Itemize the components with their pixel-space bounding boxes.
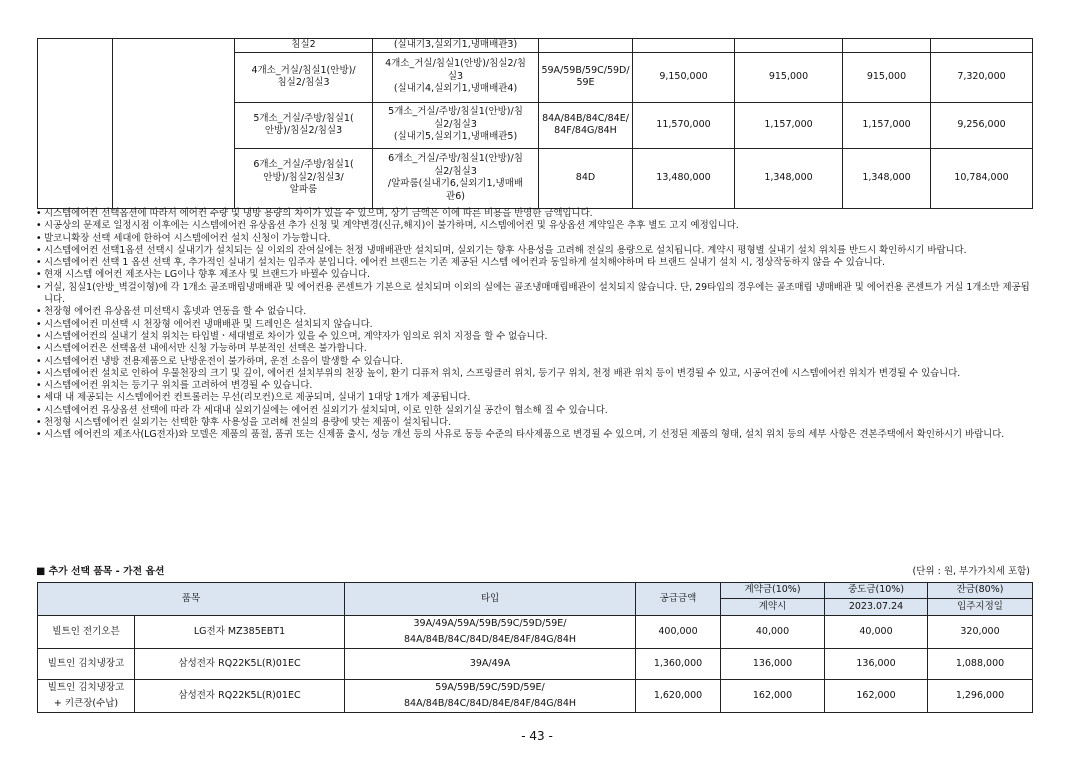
price-cell bbox=[633, 39, 735, 53]
contract-cell: 162,000 bbox=[721, 680, 825, 713]
notes-list bbox=[36, 208, 1036, 442]
section-title: ■ 추가 선택 품목 - 가전 옵션 bbox=[36, 566, 165, 577]
page-number: - 43 - bbox=[521, 729, 553, 743]
note-item: • 시공상의 문제로 일정시점 이후에는 시스템에어컨 유상옵션 추가 신청 및 계약변경(신규,해지)이 불가하며, 시스템에어컨 및 유상옵션 계약일은 추후 별도 고지 예정입니다. bbox=[36, 220, 739, 232]
header-contract-when: 계약시 bbox=[721, 599, 825, 616]
bullet-icon: • bbox=[36, 404, 42, 416]
note-item: • 천장형 에어컨 유상옵션 미선택시 홈넷과 연동을 할 수 없습니다. bbox=[36, 306, 307, 318]
note-item: • 천정형 시스템에어컨 실외기는 선택한 향후 사용성을 고려해 전실의 용량에 맞는 제품이 설치됩니다. bbox=[36, 417, 452, 429]
header-contract: 계약금(10%) bbox=[721, 583, 825, 599]
header-price: 공급금액 bbox=[636, 583, 721, 616]
bullet-icon: • bbox=[36, 306, 42, 318]
item-cell: 빌트인 김치냉장고 bbox=[38, 649, 135, 680]
location-cell: (실내기3,실외기1,냉매배관3) bbox=[373, 39, 539, 53]
note-item: • 시스템에어컨 선택1옵션 선택시 실내기가 설치되는 실 이외의 잔여실에는 천정 냉매배관만 설치되며, 실외기는 향후 사용성을 고려해 전실의 용량으로 설치됩니다. 계약시 평형별 실내기 설치 위치를 반드시 확인하시기 바랍니다. bbox=[36, 244, 967, 256]
note-item: • 시스템 에어컨의 제조사(LG전자)와 모델은 제품의 품절, 품귀 또는 신제품 출시, 성능 개선 등의 사유로 동등 수준의 타사제품으로 변경될 수 있으며, 기 선정된 제품의 형태, 설치 위치 등의 세부 사항은 견본주택에서 확인하시기 바랍니다. bbox=[36, 429, 1005, 441]
balance-cell: 7,320,000 bbox=[931, 52, 1033, 102]
bullet-icon: • bbox=[36, 380, 42, 392]
note-item: • 거실, 침실1(안방_벽걸이형)에 각 1개소 골조매립냉매배관 및 에어컨용 콘센트가 기본으로 설치되며 이외의 실에는 골조냉매매립배관이 설치되지 않습니다. 단, 29타입의 경우에는 골조매립 냉매배관 및 에어컨용 콘센트가 거실 1개소만 제공됩니다. bbox=[36, 281, 1030, 306]
balance-cell: 9,256,000 bbox=[931, 102, 1033, 148]
type-cell: 침실2 bbox=[235, 39, 373, 53]
header-balance: 잔금(80%) bbox=[928, 583, 1033, 599]
units-cell: 84D bbox=[539, 148, 633, 208]
unit-note: (단위 : 원, 부가가치세 포함) bbox=[912, 566, 1030, 577]
note-item: • 시스템에어컨 미선택 시 천장형 에어컨 냉매배관 및 드레인은 설치되지 않습니다. bbox=[36, 318, 373, 330]
price-cell: 11,570,000 bbox=[633, 102, 735, 148]
appliance-option-table bbox=[37, 582, 1033, 713]
type-cell: 4개소_거실/침실1(안방)/ 침실2/침실3 bbox=[235, 52, 373, 102]
type-cell: 6개소_거실/주방/침실1( 안방)/침실2/침실3/ 알파룸 bbox=[235, 148, 373, 208]
bullet-icon: • bbox=[36, 343, 42, 355]
type-cell: 5개소_거실/주방/침실1( 안방)/침실2/침실3 bbox=[235, 102, 373, 148]
header-type: 타입 bbox=[345, 583, 636, 616]
bullet-icon: • bbox=[36, 392, 42, 404]
header-middle-when: 2023.07.24 bbox=[825, 599, 928, 616]
middle-cell: 1,348,000 bbox=[843, 148, 931, 208]
bullet-icon: • bbox=[36, 220, 42, 232]
table-row bbox=[38, 680, 1033, 713]
middle-cell: 1,157,000 bbox=[843, 102, 931, 148]
bullet-icon: • bbox=[36, 244, 42, 256]
note-item: • 현재 시스템 에어컨 제조사는 LG이나 향후 제조사 및 브랜드가 바뀔수 있습니다. bbox=[36, 269, 371, 281]
note-item: • 시스템에어컨은 선택옵션 내에서만 신청 가능하며 부분적인 선택은 불가합니다. bbox=[36, 343, 367, 355]
note-item: • 시스템에어컨 냉방 전용제품으로 난방운전이 불가하며, 운전 소음이 발생할 수 있습니다. bbox=[36, 355, 403, 367]
location-cell: 5개소_거실/주방/침실1(안방)/침 실2/침실3 (실내기5,실외기1,냉매배관5) bbox=[373, 102, 539, 148]
header-row bbox=[38, 583, 1033, 599]
types-cell: 39A/49A/59A/59B/59C/59D/59E/ 84A/84B/84C/84D/84E/84F/84G/84H bbox=[345, 616, 636, 649]
types-cell: 59A/59B/59C/59D/59E/ 84A/84B/84C/84D/84E/84F/84G/84H bbox=[345, 680, 636, 713]
model-cell: LG전자 MZ385EBT1 bbox=[135, 616, 345, 649]
units-cell: 84A/84B/84C/84E/ 84F/84G/84H bbox=[539, 102, 633, 148]
middle-cell: 40,000 bbox=[825, 616, 928, 649]
location-cell: 6개소_거실/주방/침실1(안방)/침 실2/침실3 /알파룸(실내기6,실외기1,냉매배 관6) bbox=[373, 148, 539, 208]
model-cell: 삼성전자 RQ22K5L(R)01EC bbox=[135, 649, 345, 680]
header-balance-when: 입주지정일 bbox=[928, 599, 1033, 616]
note-item: • 시스템에어컨의 실내기 설치 위치는 타입별ㆍ세대별로 차이가 있을 수 있으며, 계약자가 임의로 위치 지정을 할 수 없습니다. bbox=[36, 330, 548, 342]
model-cell: 삼성전자 RQ22K5L(R)01EC bbox=[135, 680, 345, 713]
price-cell: 13,480,000 bbox=[633, 148, 735, 208]
empty-cell bbox=[113, 39, 235, 209]
contract-cell bbox=[735, 39, 843, 53]
balance-cell: 320,000 bbox=[928, 616, 1033, 649]
price-cell: 400,000 bbox=[636, 616, 721, 649]
contract-cell: 1,157,000 bbox=[735, 102, 843, 148]
empty-cell bbox=[38, 39, 113, 209]
contract-cell: 136,000 bbox=[721, 649, 825, 680]
bullet-icon: • bbox=[36, 355, 42, 367]
header-middle: 중도금(10%) bbox=[825, 583, 928, 599]
bullet-icon: • bbox=[36, 417, 42, 429]
note-item: • 시스템에어컨 선택옵션에 따라서 에어컨 수량 및 냉방 용량의 차이가 있을 수 있으며, 상기 금액은 이에 따른 비용을 반영한 금액입니다. bbox=[36, 208, 593, 219]
units-cell: 59A/59B/59C/59D/ 59E bbox=[539, 52, 633, 102]
bullet-icon: • bbox=[36, 257, 42, 269]
balance-cell: 10,784,000 bbox=[931, 148, 1033, 208]
bullet-icon: • bbox=[36, 367, 42, 379]
note-item: • 발코니확장 선택 세대에 한하여 시스템에어컨 설치 신청이 가능합니다. bbox=[36, 232, 331, 244]
price-cell: 9,150,000 bbox=[633, 52, 735, 102]
item-cell: 빌트인 김치냉장고 + 키큰장(수납) bbox=[38, 680, 135, 713]
middle-cell: 162,000 bbox=[825, 680, 928, 713]
types-cell: 39A/49A bbox=[345, 649, 636, 680]
bullet-icon: • bbox=[36, 232, 42, 244]
price-cell: 1,620,000 bbox=[636, 680, 721, 713]
table-row bbox=[38, 39, 1033, 53]
bullet-icon: • bbox=[36, 330, 42, 342]
bullet-icon: • bbox=[36, 281, 42, 293]
table-row bbox=[38, 649, 1033, 680]
note-item: • 시스템에어컨 위치는 등기구 위치를 고려하여 변경될 수 있습니다. bbox=[36, 380, 313, 392]
balance-cell: 1,088,000 bbox=[928, 649, 1033, 680]
middle-cell: 915,000 bbox=[843, 52, 931, 102]
balance-cell bbox=[931, 39, 1033, 53]
note-item: • 시스템에어컨 설치로 인하여 우물천장의 크기 및 깊이, 에어컨 설치부위의 천장 높이, 환기 디퓨저 위치, 스프링클러 위치, 등기구 위치, 천정 배관 위치 등이 변경될 수 있고, 시공여건에 시스템에어컨 위치가 변경될 수 있습니다. bbox=[36, 367, 961, 379]
contract-cell: 1,348,000 bbox=[735, 148, 843, 208]
contract-cell: 915,000 bbox=[735, 52, 843, 102]
aircon-option-table bbox=[37, 38, 1033, 209]
bullet-icon: • bbox=[36, 318, 42, 330]
item-cell: 빌트인 전기오븐 bbox=[38, 616, 135, 649]
note-item: • 세대 내 제공되는 시스템에어컨 컨트롤러는 무선(리모컨)으로 제공되며, 실내기 1대당 1개가 제공됩니다. bbox=[36, 392, 471, 404]
middle-cell: 136,000 bbox=[825, 649, 928, 680]
bullet-icon: • bbox=[36, 208, 42, 219]
note-item: • 시스템에어컨 유상옵션 선택에 따라 각 세대내 실외기실에는 에어컨 실외기가 설치되며, 이로 인한 실외기실 공간이 협소해 질 수 있습니다. bbox=[36, 404, 608, 416]
units-cell bbox=[539, 39, 633, 53]
price-cell: 1,360,000 bbox=[636, 649, 721, 680]
table-row bbox=[38, 616, 1033, 649]
contract-cell: 40,000 bbox=[721, 616, 825, 649]
header-item: 품목 bbox=[38, 583, 345, 616]
bullet-icon: • bbox=[36, 429, 42, 441]
note-item: • 시스템에어컨 선택 1 옵션 선택 후, 추가적인 실내기 설치는 입주자 분입니다. 에어컨 브랜드는 기존 제공된 시스템 에어컨과 동일하게 설치해야하며 타 브랜드 실내기 설치 시, 정상작동하지 않을 수 있습니다. bbox=[36, 257, 885, 269]
bullet-icon: • bbox=[36, 269, 42, 281]
balance-cell: 1,296,000 bbox=[928, 680, 1033, 713]
middle-cell bbox=[843, 39, 931, 53]
location-cell: 4개소_거실/침실1(안방)/침실2/침 실3 (실내기4,실외기1,냉매배관4) bbox=[373, 52, 539, 102]
